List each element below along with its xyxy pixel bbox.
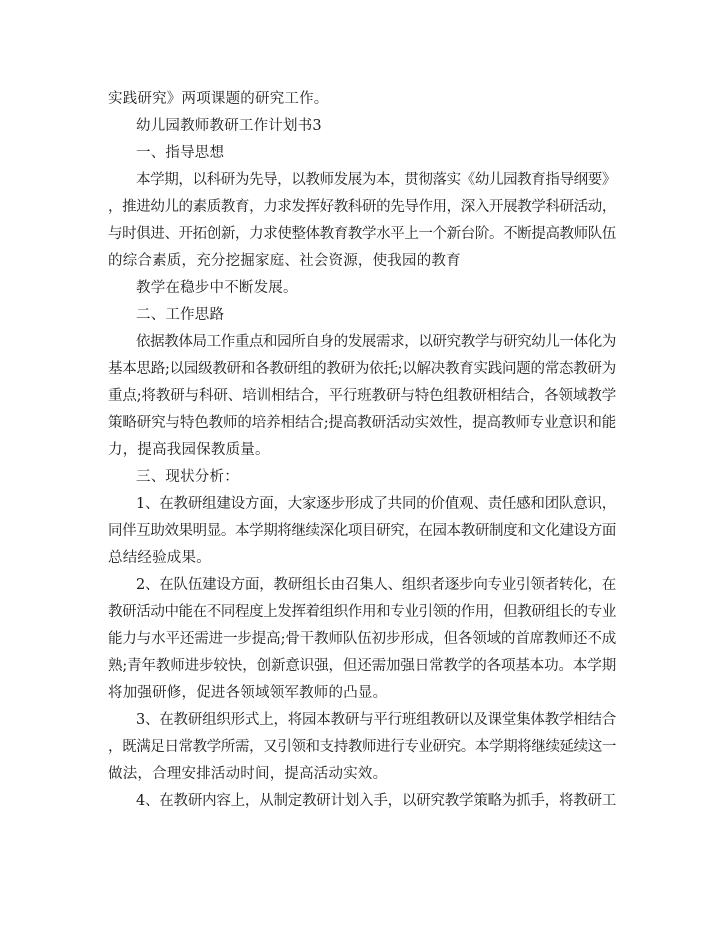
- text-line: 与时俱进、开拓创新，力求使整体教育教学水平上一个新台阶。不断提高教师队伍: [108, 226, 616, 242]
- text-line: 能力与水平还需进一步提高;骨干教师队伍初步形成，但各领域的首席教师还不成: [108, 631, 616, 647]
- text-line: 做法，合理安排活动时间，提高活动实效。: [108, 766, 388, 782]
- text-line: 实践研究》两项课题的研究工作。: [108, 91, 329, 107]
- text-line: 同伴互助效果明显。本学期将继续深化项目研究，在园本教研制度和文化建设方面: [108, 523, 616, 539]
- text-line: 三、现状分析：: [136, 469, 239, 485]
- text-line: 2、在队伍建设方面，教研组长由召集人、组织者逐步向专业引领者转化，在: [136, 577, 616, 593]
- text-line: 教学在稳步中不断发展。: [136, 280, 298, 296]
- text-line: 力，提高我园保教质量。: [108, 442, 270, 458]
- text-line: 熟;青年教师进步较快，创新意识强，但还需加强日常教学的各项基本功。本学期: [108, 658, 616, 674]
- text-line: 本学期，以科研为先导，以教师发展为本，贯彻落实《幼儿园教育指导纲要》: [136, 172, 616, 188]
- text-line: 的综合素质，充分挖掘家庭、社会资源，使我园的教育: [108, 253, 461, 269]
- text-line: 幼儿园教师教研工作计划书3: [136, 118, 322, 134]
- text-line: 3、在教研组织形式上，将园本教研与平行班组教研以及课堂集体教学相结合: [136, 712, 616, 728]
- text-line: 教研活动中能在不同程度上发挥着组织作用和专业引领的作用，但教研组长的专业: [108, 604, 616, 620]
- text-line: 策略研究与特色教师的培养相结合;提高教研活动实效性，提高教师专业意识和能: [108, 415, 616, 431]
- text-line: 4、在教研内容上，从制定教研计划入手，以研究教学策略为抓手，将教研工: [136, 793, 616, 809]
- text-line: 基本思路;以园级教研和各教研组的教研为依托;以解决教育实践问题的常态教研为: [108, 361, 616, 377]
- document-body: [108, 86, 616, 815]
- text-line: ，推进幼儿的素质教育，力求发挥好教科研的先导作用，深入开展教学科研活动，: [108, 199, 616, 215]
- text-line: 1、在教研组建设方面，大家逐步形成了共同的价值观、责任感和团队意识，: [136, 496, 616, 512]
- text-line: 二、工作思路: [136, 307, 225, 323]
- text-line: 将加强研修，促进各领域领军教师的凸显。: [108, 685, 388, 701]
- text-line: 重点;将教研与科研、培训相结合，平行班教研与特色组教研相结合，各领域教学: [108, 388, 616, 404]
- text-line: ，既满足日常教学所需，又引领和支持教师进行专业研究。本学期将继续延续这一: [108, 739, 616, 755]
- text-line: 总结经验成果。: [108, 550, 211, 566]
- text-line: 依据教体局工作重点和园所自身的发展需求，以研究教学与研究幼儿一体化为: [136, 334, 616, 350]
- text-line: 一、指导思想: [136, 145, 225, 161]
